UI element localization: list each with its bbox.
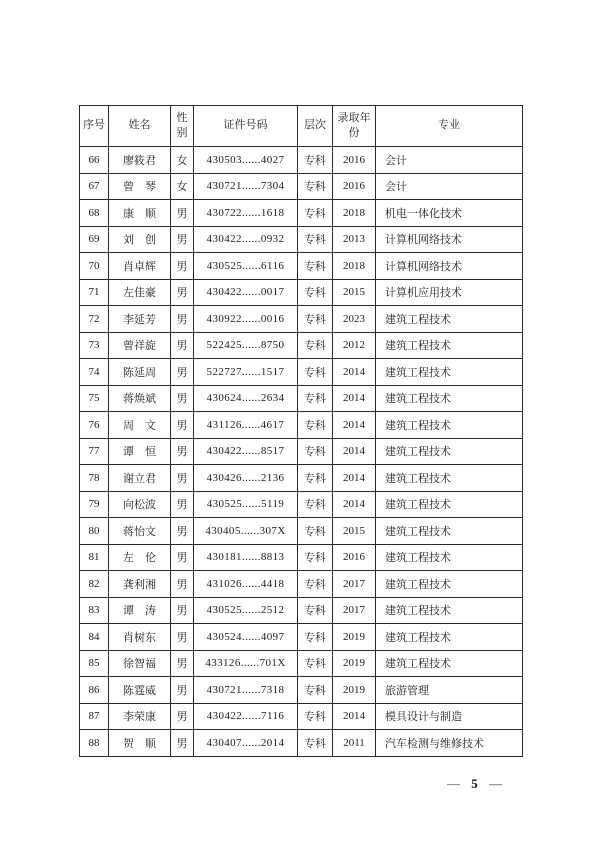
cell-name: 曾祥旋 [109,332,171,359]
cell-gender: 男 [171,597,194,624]
cell-major: 建筑工程技术 [376,624,523,651]
cell-level: 专科 [298,385,333,412]
cell-name: 谢立君 [109,465,171,492]
cell-year: 2012 [333,332,376,359]
cell-year: 2019 [333,650,376,677]
cell-seq: 72 [80,306,109,333]
cell-seq: 68 [80,200,109,227]
cell-level: 专科 [298,703,333,730]
cell-gender: 男 [171,571,194,598]
cell-gender: 女 [171,147,194,174]
header-row [80,106,523,147]
cell-seq: 75 [80,385,109,412]
cell-name: 徐智福 [109,650,171,677]
cell-level: 专科 [298,624,333,651]
cell-seq: 70 [80,253,109,280]
header-year: 录取年份 [333,106,376,147]
cell-major: 建筑工程技术 [376,359,523,386]
cell-id: 430922......0016 [194,306,298,333]
table-row [80,677,523,704]
table-row [80,465,523,492]
cell-gender: 男 [171,624,194,651]
cell-seq: 86 [80,677,109,704]
cell-gender: 男 [171,650,194,677]
cell-year: 2015 [333,279,376,306]
cell-id: 431026......4418 [194,571,298,598]
table-row [80,173,523,200]
cell-name: 李延芳 [109,306,171,333]
cell-year: 2014 [333,385,376,412]
cell-gender: 男 [171,332,194,359]
cell-gender: 男 [171,253,194,280]
table-row [80,385,523,412]
table-row [80,226,523,253]
cell-id: 430405......307X [194,518,298,545]
cell-gender: 男 [171,544,194,571]
cell-year: 2018 [333,200,376,227]
cell-name: 曾 琴 [109,173,171,200]
cell-gender: 男 [171,438,194,465]
cell-id: 522727......1517 [194,359,298,386]
header-major: 专业 [376,106,523,147]
table-row [80,650,523,677]
cell-gender: 男 [171,703,194,730]
cell-seq: 83 [80,597,109,624]
cell-seq: 81 [80,544,109,571]
cell-level: 专科 [298,491,333,518]
cell-seq: 71 [80,279,109,306]
cell-seq: 80 [80,518,109,545]
cell-major: 建筑工程技术 [376,385,523,412]
cell-level: 专科 [298,359,333,386]
cell-major: 建筑工程技术 [376,518,523,545]
table-row [80,359,523,386]
cell-id: 430181......8813 [194,544,298,571]
cell-name: 向松波 [109,491,171,518]
cell-major: 建筑工程技术 [376,332,523,359]
cell-seq: 74 [80,359,109,386]
cell-id: 430503......4027 [194,147,298,174]
cell-year: 2023 [333,306,376,333]
cell-gender: 男 [171,226,194,253]
cell-major: 建筑工程技术 [376,412,523,439]
cell-id: 430422......0932 [194,226,298,253]
cell-id: 430422......8517 [194,438,298,465]
cell-seq: 82 [80,571,109,598]
cell-gender: 男 [171,465,194,492]
cell-name: 肖树东 [109,624,171,651]
cell-year: 2014 [333,412,376,439]
cell-level: 专科 [298,412,333,439]
cell-name: 陈霆威 [109,677,171,704]
cell-level: 专科 [298,571,333,598]
table-row [80,412,523,439]
page-footer [447,776,503,792]
cell-id: 430525......2512 [194,597,298,624]
cell-level: 专科 [298,226,333,253]
footer-dash-right: — [489,776,503,791]
cell-seq: 66 [80,147,109,174]
cell-name: 肖卓辉 [109,253,171,280]
cell-level: 专科 [298,544,333,571]
cell-major: 会计 [376,147,523,174]
cell-gender: 男 [171,491,194,518]
cell-level: 专科 [298,147,333,174]
cell-name: 蒋焕斌 [109,385,171,412]
cell-name: 贺 顺 [109,730,171,757]
cell-id: 430525......5119 [194,491,298,518]
cell-seq: 84 [80,624,109,651]
table-body [80,147,523,757]
cell-major: 建筑工程技术 [376,544,523,571]
cell-year: 2014 [333,438,376,465]
cell-major: 计算机应用技术 [376,279,523,306]
cell-id: 430407......2014 [194,730,298,757]
cell-name: 蒋怡文 [109,518,171,545]
cell-gender: 男 [171,200,194,227]
cell-year: 2014 [333,491,376,518]
cell-level: 专科 [298,518,333,545]
cell-major: 模具设计与制造 [376,703,523,730]
cell-year: 2015 [333,518,376,545]
table-header [80,106,523,147]
table-row [80,306,523,333]
cell-major: 建筑工程技术 [376,571,523,598]
cell-level: 专科 [298,730,333,757]
cell-level: 专科 [298,597,333,624]
cell-level: 专科 [298,173,333,200]
cell-major: 会计 [376,173,523,200]
cell-id: 430525......6116 [194,253,298,280]
table-row [80,597,523,624]
cell-year: 2018 [333,253,376,280]
cell-name: 谭 恒 [109,438,171,465]
cell-year: 2014 [333,465,376,492]
cell-id: 433126......701X [194,650,298,677]
cell-year: 2014 [333,359,376,386]
cell-seq: 73 [80,332,109,359]
cell-major: 计算机网络技术 [376,226,523,253]
cell-seq: 79 [80,491,109,518]
table-row [80,518,523,545]
table-row [80,253,523,280]
cell-major: 建筑工程技术 [376,465,523,492]
table-row [80,730,523,757]
cell-id: 430524......4097 [194,624,298,651]
cell-level: 专科 [298,253,333,280]
cell-id: 430721......7318 [194,677,298,704]
cell-major: 建筑工程技术 [376,306,523,333]
cell-seq: 87 [80,703,109,730]
cell-name: 周 文 [109,412,171,439]
cell-name: 龚利湘 [109,571,171,598]
cell-name: 廖筱君 [109,147,171,174]
table-row [80,491,523,518]
table-row [80,438,523,465]
cell-level: 专科 [298,465,333,492]
table-row [80,571,523,598]
cell-name: 刘 创 [109,226,171,253]
cell-seq: 88 [80,730,109,757]
header-name: 姓名 [109,106,171,147]
page-number: 5 [471,776,479,791]
cell-level: 专科 [298,332,333,359]
cell-major: 旅游管理 [376,677,523,704]
header-gender: 性别 [171,106,194,147]
cell-id: 431126......4617 [194,412,298,439]
cell-major: 建筑工程技术 [376,597,523,624]
cell-major: 机电一体化技术 [376,200,523,227]
header-level: 层次 [298,106,333,147]
cell-seq: 78 [80,465,109,492]
cell-seq: 76 [80,412,109,439]
table-row [80,544,523,571]
cell-id: 430422......0017 [194,279,298,306]
cell-name: 左 伦 [109,544,171,571]
cell-major: 建筑工程技术 [376,438,523,465]
cell-gender: 男 [171,730,194,757]
cell-seq: 85 [80,650,109,677]
cell-id: 430722......1618 [194,200,298,227]
cell-id: 430426......2136 [194,465,298,492]
cell-year: 2019 [333,677,376,704]
cell-id: 430721......7304 [194,173,298,200]
records-table [79,105,523,757]
cell-major: 建筑工程技术 [376,491,523,518]
cell-id: 522425......8750 [194,332,298,359]
table-row [80,703,523,730]
cell-gender: 男 [171,677,194,704]
cell-gender: 男 [171,412,194,439]
cell-major: 建筑工程技术 [376,650,523,677]
cell-level: 专科 [298,438,333,465]
cell-level: 专科 [298,279,333,306]
cell-gender: 女 [171,173,194,200]
cell-year: 2017 [333,571,376,598]
table-row [80,279,523,306]
cell-name: 李荣康 [109,703,171,730]
cell-year: 2013 [333,226,376,253]
cell-level: 专科 [298,677,333,704]
cell-name: 左佳豪 [109,279,171,306]
cell-name: 陈延周 [109,359,171,386]
cell-gender: 男 [171,359,194,386]
cell-name: 康 顺 [109,200,171,227]
table-row [80,147,523,174]
cell-year: 2016 [333,147,376,174]
footer-dash-left: — [447,776,461,791]
cell-year: 2019 [333,624,376,651]
table-row [80,200,523,227]
cell-seq: 67 [80,173,109,200]
cell-id: 430422......7116 [194,703,298,730]
cell-seq: 69 [80,226,109,253]
cell-year: 2016 [333,544,376,571]
cell-major: 计算机网络技术 [376,253,523,280]
cell-level: 专科 [298,200,333,227]
cell-id: 430624......2634 [194,385,298,412]
cell-year: 2011 [333,730,376,757]
cell-level: 专科 [298,650,333,677]
table-row [80,332,523,359]
table-row [80,624,523,651]
cell-gender: 男 [171,306,194,333]
cell-major: 汽车检测与维修技术 [376,730,523,757]
cell-name: 谭 涛 [109,597,171,624]
header-seq: 序号 [80,106,109,147]
cell-level: 专科 [298,306,333,333]
header-id: 证件号码 [194,106,298,147]
cell-gender: 男 [171,279,194,306]
cell-year: 2017 [333,597,376,624]
cell-year: 2016 [333,173,376,200]
cell-seq: 77 [80,438,109,465]
cell-year: 2014 [333,703,376,730]
cell-gender: 男 [171,385,194,412]
cell-gender: 男 [171,518,194,545]
